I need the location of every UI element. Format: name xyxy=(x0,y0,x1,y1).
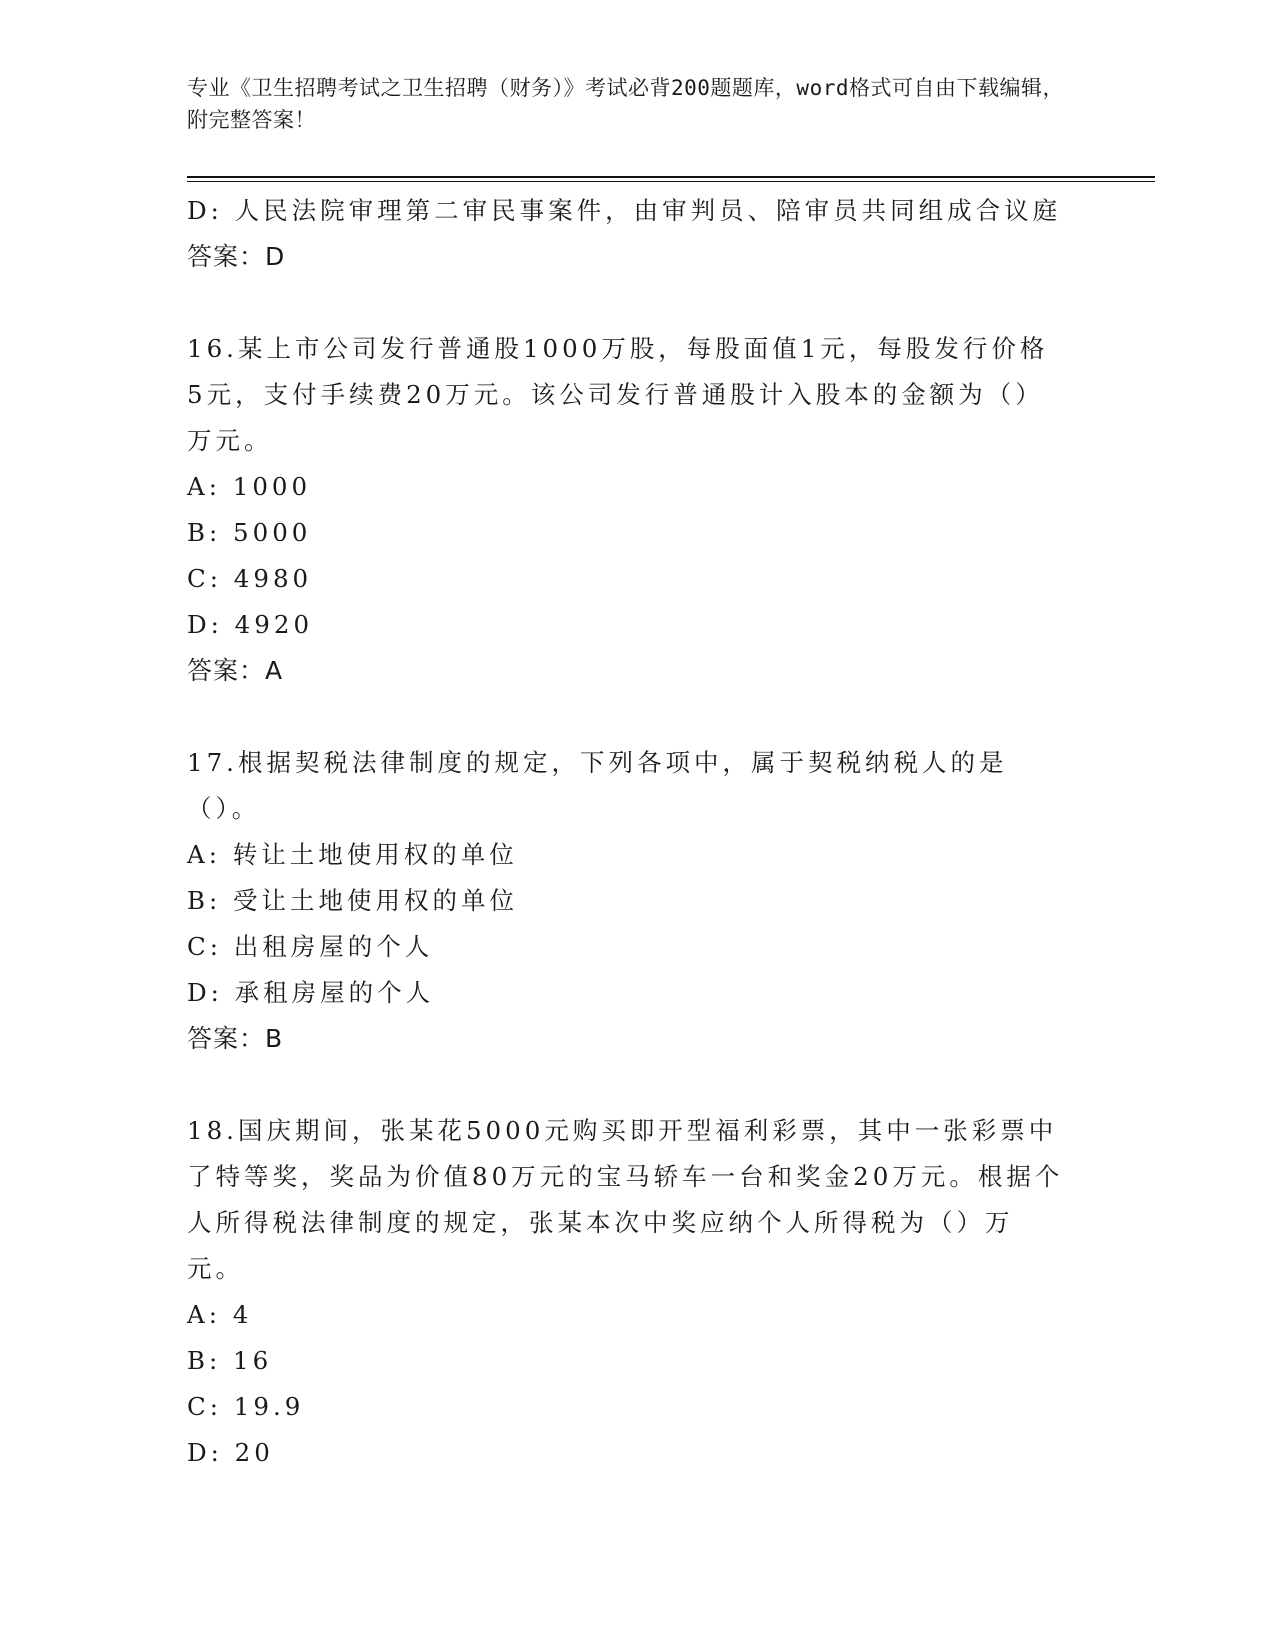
option-c: C: 19.9 xyxy=(187,1392,305,1421)
option-a: A: 1000 xyxy=(187,472,312,501)
question-block xyxy=(187,740,1067,1062)
option-b: B: 5000 xyxy=(187,518,312,547)
option-a: A: 转让土地使用权的单位 xyxy=(187,840,518,869)
question-block xyxy=(187,326,1067,694)
answer: 答案：A xyxy=(187,656,284,685)
question-text: 18.国庆期间，张某花5000元购买即开型福利彩票，其中一张彩票中了特等奖，奖品为价值80万元的宝马轿车一台和奖金20万元。根据个人所得税法律制度的规定，张某本次中奖应纳个人所得税为（）万元。 xyxy=(187,1116,1064,1283)
carryover-answer: 答案：D xyxy=(187,242,286,271)
spacer xyxy=(187,280,1067,326)
question-text: 17.根据契税法律制度的规定，下列各项中，属于契税纳税人的是（）。 xyxy=(187,748,1008,823)
option-b: B: 16 xyxy=(187,1346,273,1375)
carryover-option-d: D: 人民法院审理第二审民事案件，由审判员、陪审员共同组成合议庭 xyxy=(187,196,1062,225)
page-header: 专业《卫生招聘考试之卫生招聘（财务）》考试必背200题题库，word格式可自由下载编辑，附完整答案！ xyxy=(187,76,1064,132)
option-c: C: 4980 xyxy=(187,564,313,593)
header-rule-thin xyxy=(187,181,1155,182)
option-a: A: 4 xyxy=(187,1300,253,1329)
question-content xyxy=(187,188,1067,1476)
option-d: D: 20 xyxy=(187,1438,274,1467)
question-block xyxy=(187,1108,1067,1476)
answer: 答案：B xyxy=(187,1024,284,1053)
spacer xyxy=(187,1062,1067,1108)
header-rule-thick xyxy=(187,176,1155,178)
option-d: D: 承租房屋的个人 xyxy=(187,978,435,1007)
option-b: B: 受让土地使用权的单位 xyxy=(187,886,519,915)
option-c: C: 出租房屋的个人 xyxy=(187,932,434,961)
question-text: 16.某上市公司发行普通股1000万股，每股面值1元，每股发行价格5元，支付手续费20万元。该公司发行普通股计入股本的金额为（）万元。 xyxy=(187,334,1049,455)
option-d: D: 4920 xyxy=(187,610,314,639)
spacer xyxy=(187,694,1067,740)
